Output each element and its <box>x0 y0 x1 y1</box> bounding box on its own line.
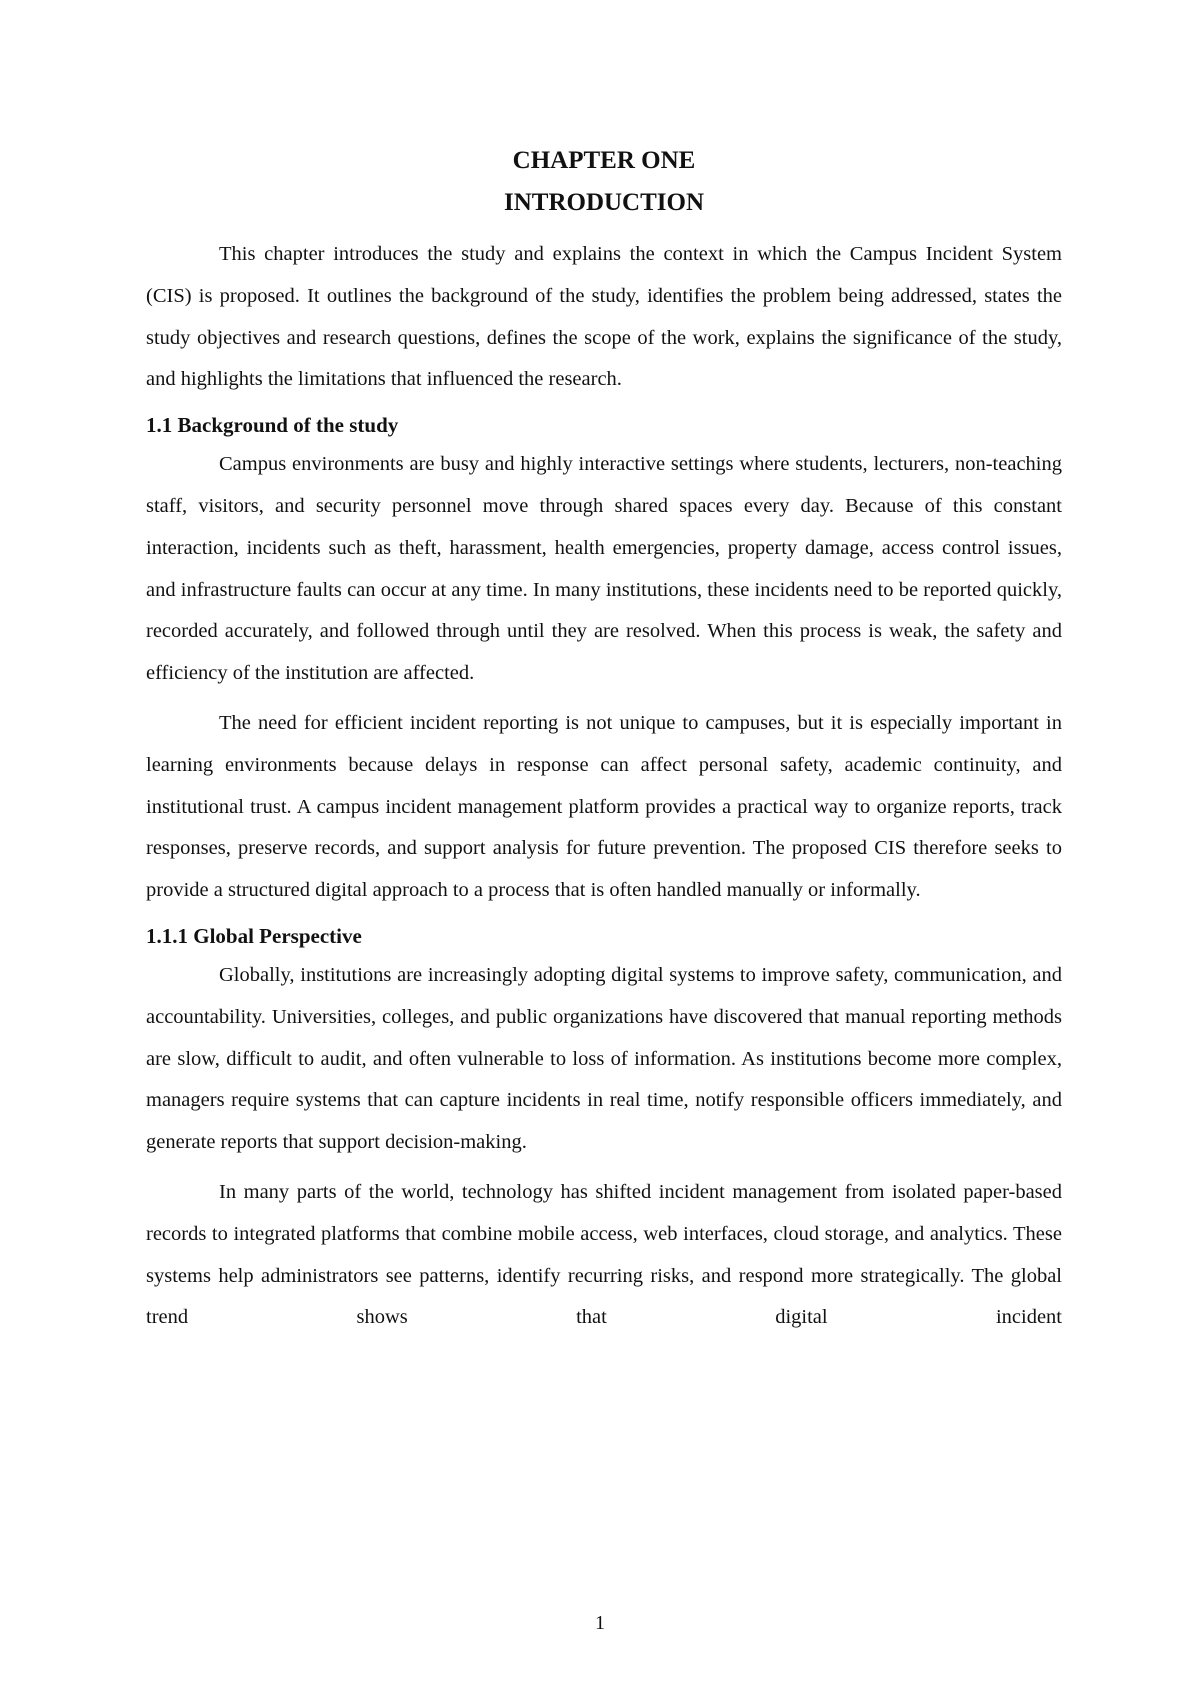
chapter-subtitle: INTRODUCTION <box>503 189 705 216</box>
background-paragraph-1: Campus environments are busy and highly interactive settings where students, lecturers, non-teaching staff, visitors, and security personnel move through shared spaces every day. Because of this constant interaction, incidents such as theft, harassment, health emergencies, property damage, access control issues, and infrastructure faults can occur at any time. In many institutions, these incidents need to be reported quickly, recorded accurately, and followed through until they are resolved. When this process is weak, the safety and efficiency of the institution are affected. <box>146 453 1062 685</box>
section-heading-1-1: 1.1 Background of the study <box>146 413 399 438</box>
page-content <box>146 146 1062 1347</box>
chapter-title: CHAPTER ONE <box>512 147 696 174</box>
intro-paragraph: This chapter introduces the study and explains the context in which the Campus Incident System (CIS) is proposed. It outlines the background of the study, identifies the problem being addressed, states the study objectives and research questions, defines the scope of the work, explains the significance of the study, and highlights the limitations that influenced the research. <box>146 243 1062 391</box>
page-number: 1 <box>595 1612 605 1634</box>
global-paragraph-2: In many parts of the world, technology has shifted incident management from isolated paper-based records to integrated platforms that combine mobile access, web interfaces, cloud storage, and analytics. These systems help administrators see patterns, identify recurring risks, and respond more strategically. The global trend shows that digital incident <box>146 1180 1062 1329</box>
global-paragraph-1: Globally, institutions are increasingly adopting digital systems to improve safety, communication, and accountability. Universities, colleges, and public organizations have discovered that manual reporting methods are slow, difficult to audit, and often vulnerable to loss of information. As institutions become more complex, managers require systems that can capture incidents in real time, notify responsible officers immediately, and generate reports that support decision-making. <box>146 963 1062 1154</box>
background-paragraph-2: The need for efficient incident reporting is not unique to campuses, but it is especially important in learning environments because delays in response can affect personal safety, academic continuity, and institutional trust. A campus incident management platform provides a practical way to organize reports, track responses, preserve records, and support analysis for future prevention. The proposed CIS therefore seeks to provide a structured digital approach to a process that is often handled manually or informally. <box>146 711 1062 902</box>
section-heading-1-1-1: 1.1.1 Global Perspective <box>146 923 362 948</box>
